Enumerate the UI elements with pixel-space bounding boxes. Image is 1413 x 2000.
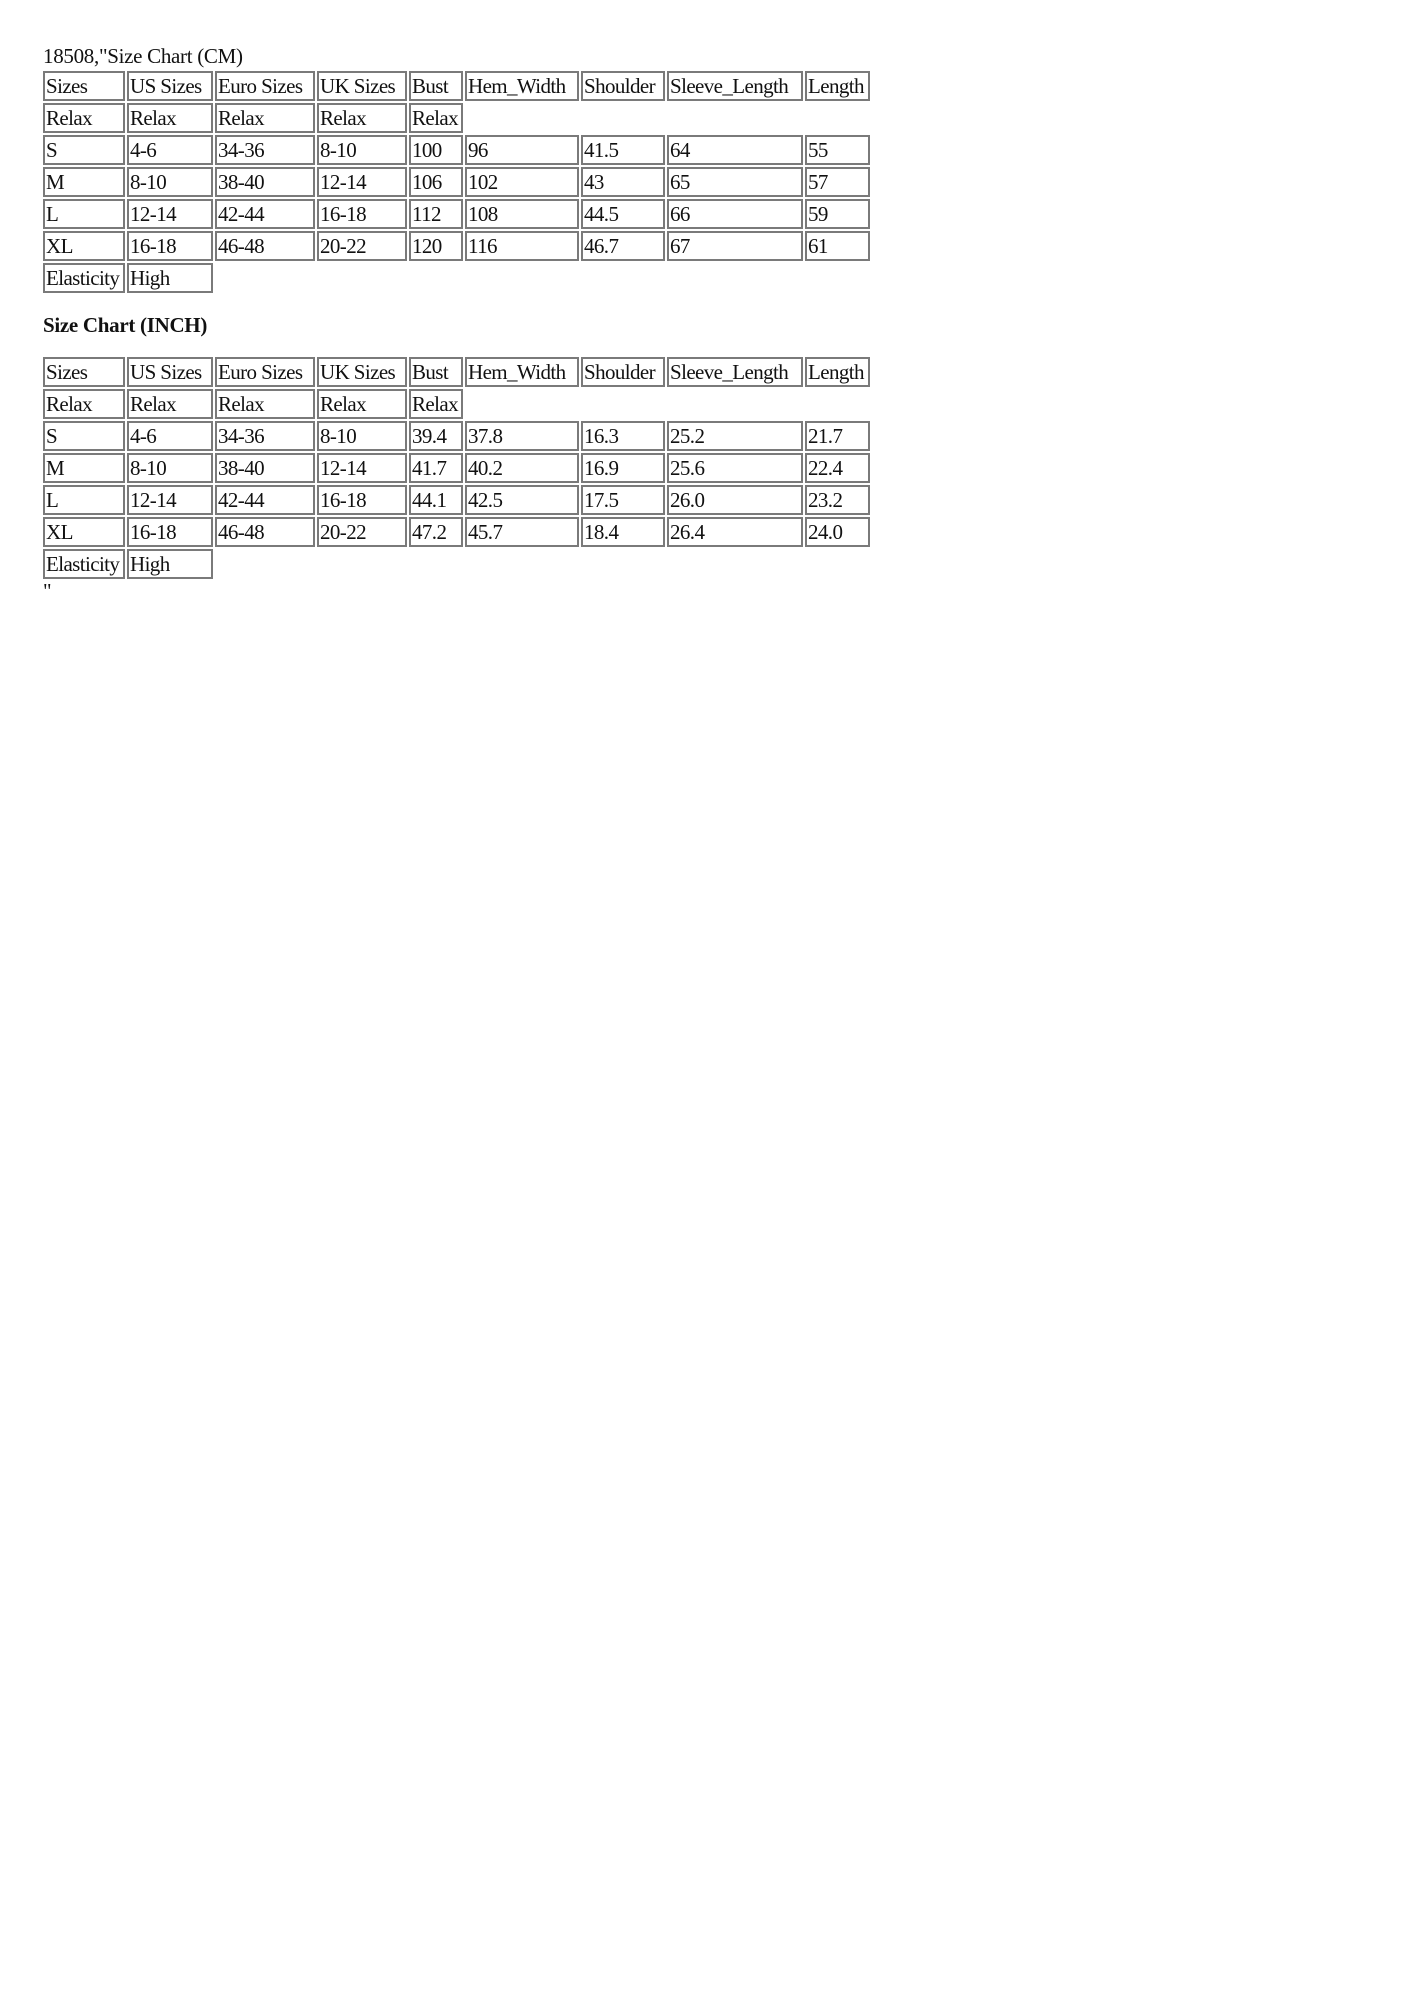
- inch-chart-heading: Size Chart (INCH): [43, 313, 208, 337]
- table-cell: 12-14: [127, 485, 213, 515]
- table-cell: 20-22: [317, 231, 407, 261]
- table-cell: 116: [465, 231, 579, 261]
- table-cell: 57: [805, 167, 870, 197]
- header-cell-hem-width: Hem_Width: [465, 357, 579, 387]
- table-cell: 42-44: [215, 485, 315, 515]
- table-cell: 16-18: [317, 199, 407, 229]
- header-cell-uk-sizes: UK Sizes: [317, 71, 407, 101]
- table-cell: 23.2: [805, 485, 870, 515]
- table-cell: M: [43, 453, 125, 483]
- document-page: [43, 43, 1043, 601]
- table-cell: 25.6: [667, 453, 803, 483]
- table-cell: 112: [409, 199, 463, 229]
- table-cell: 44.5: [581, 199, 665, 229]
- table-cell: 40.2: [465, 453, 579, 483]
- table-cell: 96: [465, 135, 579, 165]
- table-cell: 25.2: [667, 421, 803, 451]
- empty-cell: [215, 549, 870, 579]
- table-cell: 100: [409, 135, 463, 165]
- table-cell: 21.7: [805, 421, 870, 451]
- table-row: [43, 453, 870, 483]
- header-cell-sizes: Sizes: [43, 71, 125, 101]
- elasticity-row: [43, 263, 870, 293]
- table-cell: 18.4: [581, 517, 665, 547]
- header-cell-length: Length: [805, 357, 870, 387]
- header-cell-sleeve-length: Sleeve_Length: [667, 357, 803, 387]
- empty-cell: [465, 103, 870, 133]
- table-cell: L: [43, 199, 125, 229]
- fit-cell: Relax: [43, 389, 125, 419]
- table-row: [43, 167, 870, 197]
- elasticity-row: [43, 549, 870, 579]
- table-cell: 106: [409, 167, 463, 197]
- fit-cell: Relax: [127, 389, 213, 419]
- table-cell: 42-44: [215, 199, 315, 229]
- fit-cell: Relax: [215, 103, 315, 133]
- elasticity-label: Elasticity: [43, 263, 125, 293]
- table-cell: 61: [805, 231, 870, 261]
- elasticity-value: High: [127, 549, 213, 579]
- table-cell: 4-6: [127, 421, 213, 451]
- table-row: [43, 135, 870, 165]
- table-cell: 41.7: [409, 453, 463, 483]
- table-cell: 8-10: [317, 421, 407, 451]
- table-cell: 16.9: [581, 453, 665, 483]
- fit-cell: Relax: [127, 103, 213, 133]
- table-cell: S: [43, 135, 125, 165]
- header-cell-shoulder: Shoulder: [581, 357, 665, 387]
- table-cell: 43: [581, 167, 665, 197]
- table-header-row: [43, 71, 870, 101]
- table-cell: M: [43, 167, 125, 197]
- table-cell: 41.5: [581, 135, 665, 165]
- table-cell: 66: [667, 199, 803, 229]
- table-cell: 12-14: [317, 167, 407, 197]
- fit-cell: Relax: [215, 389, 315, 419]
- fit-cell: Relax: [317, 389, 407, 419]
- fit-cell: Relax: [43, 103, 125, 133]
- size-chart-cm-table: [41, 69, 872, 295]
- table-cell: 16-18: [317, 485, 407, 515]
- header-cell-us-sizes: US Sizes: [127, 357, 213, 387]
- table-cell: 22.4: [805, 453, 870, 483]
- header-cell-bust: Bust: [409, 71, 463, 101]
- table-cell: 42.5: [465, 485, 579, 515]
- fit-row: [43, 389, 870, 419]
- table-cell: 45.7: [465, 517, 579, 547]
- size-chart-inch-table: [41, 355, 872, 581]
- table-cell: 20-22: [317, 517, 407, 547]
- fit-cell: Relax: [409, 103, 463, 133]
- table-cell: 38-40: [215, 167, 315, 197]
- header-cell-euro-sizes: Euro Sizes: [215, 71, 315, 101]
- table-cell: 24.0: [805, 517, 870, 547]
- table-cell: 16.3: [581, 421, 665, 451]
- table-cell: 8-10: [317, 135, 407, 165]
- table-row: [43, 485, 870, 515]
- table-cell: 16-18: [127, 517, 213, 547]
- fit-cell: Relax: [409, 389, 463, 419]
- table-cell: 12-14: [127, 199, 213, 229]
- table-cell: 44.1: [409, 485, 463, 515]
- table-cell: 34-36: [215, 135, 315, 165]
- table-cell: XL: [43, 517, 125, 547]
- table-cell: 8-10: [127, 453, 213, 483]
- table-cell: 26.4: [667, 517, 803, 547]
- table-row: [43, 421, 870, 451]
- table-row: [43, 231, 870, 261]
- table-cell: 120: [409, 231, 463, 261]
- table-cell: 4-6: [127, 135, 213, 165]
- table-row: [43, 517, 870, 547]
- closing-quote-text: ": [43, 579, 52, 603]
- document-title-line: 18508,"Size Chart (CM): [43, 44, 243, 68]
- elasticity-label: Elasticity: [43, 549, 125, 579]
- header-cell-shoulder: Shoulder: [581, 71, 665, 101]
- table-cell: 64: [667, 135, 803, 165]
- table-cell: 46-48: [215, 231, 315, 261]
- table-cell: 12-14: [317, 453, 407, 483]
- table-cell: L: [43, 485, 125, 515]
- table-cell: 65: [667, 167, 803, 197]
- table-header-row: [43, 357, 870, 387]
- header-cell-sizes: Sizes: [43, 357, 125, 387]
- header-cell-bust: Bust: [409, 357, 463, 387]
- table-cell: 37.8: [465, 421, 579, 451]
- table-cell: 38-40: [215, 453, 315, 483]
- table-cell: 8-10: [127, 167, 213, 197]
- header-cell-hem-width: Hem_Width: [465, 71, 579, 101]
- fit-row: [43, 103, 870, 133]
- table-cell: 46.7: [581, 231, 665, 261]
- table-cell: 67: [667, 231, 803, 261]
- empty-cell: [465, 389, 870, 419]
- table-cell: 108: [465, 199, 579, 229]
- header-cell-uk-sizes: UK Sizes: [317, 357, 407, 387]
- header-cell-length: Length: [805, 71, 870, 101]
- fit-cell: Relax: [317, 103, 407, 133]
- table-cell: 47.2: [409, 517, 463, 547]
- elasticity-value: High: [127, 263, 213, 293]
- table-cell: S: [43, 421, 125, 451]
- table-cell: XL: [43, 231, 125, 261]
- table-cell: 17.5: [581, 485, 665, 515]
- table-cell: 102: [465, 167, 579, 197]
- table-cell: 55: [805, 135, 870, 165]
- table-cell: 39.4: [409, 421, 463, 451]
- table-cell: 16-18: [127, 231, 213, 261]
- header-cell-sleeve-length: Sleeve_Length: [667, 71, 803, 101]
- header-cell-us-sizes: US Sizes: [127, 71, 213, 101]
- table-cell: 59: [805, 199, 870, 229]
- table-cell: 26.0: [667, 485, 803, 515]
- table-row: [43, 199, 870, 229]
- empty-cell: [215, 263, 870, 293]
- header-cell-euro-sizes: Euro Sizes: [215, 357, 315, 387]
- table-cell: 34-36: [215, 421, 315, 451]
- table-cell: 46-48: [215, 517, 315, 547]
